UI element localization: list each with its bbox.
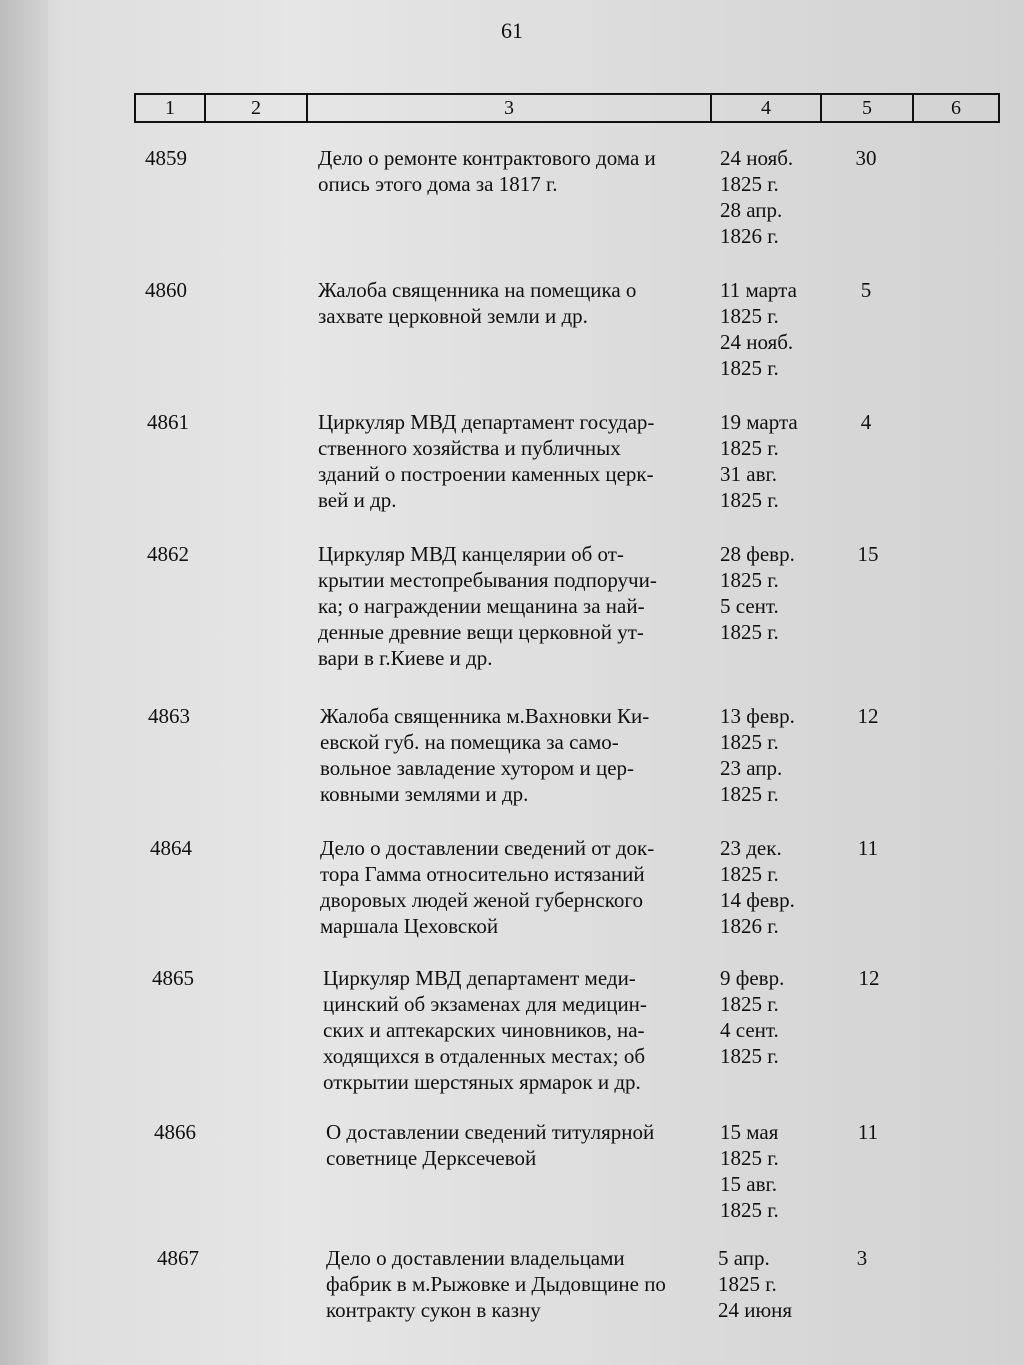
record-number: 4862: [147, 542, 189, 566]
date-line: 28 февр.: [720, 542, 795, 566]
date-line: 1825 г.: [720, 862, 779, 886]
date-line: 14 февр.: [720, 888, 795, 912]
record-description: [320, 703, 710, 807]
date-line: 1825 г.: [720, 436, 779, 460]
description-line: денные древние вещи церковной ут-: [318, 620, 644, 644]
record-dates: [720, 409, 840, 513]
sheet-count: 3: [856, 1246, 868, 1270]
sheet-count: 12: [858, 966, 880, 990]
date-line: 24 нояб.: [720, 146, 794, 170]
sheet-count: 11: [857, 836, 879, 860]
date-line: 19 марта: [720, 410, 798, 434]
date-line: 1825 г.: [720, 730, 779, 754]
record-number: 4864: [150, 836, 192, 860]
date-line: 9 февр.: [720, 966, 785, 990]
date-line: 1825 г.: [720, 1146, 779, 1170]
header-col-2: 2: [206, 95, 308, 121]
record-description: [323, 965, 713, 1095]
description-line: вари в г.Киеве и др.: [318, 646, 493, 670]
description-line: ственного хозяйства и публичных: [318, 436, 621, 460]
table-header: [134, 93, 1000, 123]
description-line: Циркуляр МВД канцелярии об от-: [318, 542, 624, 566]
description-line: О доставлении сведений титулярной: [326, 1120, 655, 1144]
binding-shadow: [0, 0, 48, 1365]
record-number: 4861: [147, 410, 189, 434]
date-line: 1825 г.: [720, 304, 779, 328]
header-col-3: 3: [308, 95, 712, 121]
date-line: 1825 г.: [720, 488, 779, 512]
date-line: 11 марта: [720, 278, 797, 302]
date-line: 23 апр.: [720, 756, 783, 780]
record-number: 4867: [157, 1246, 199, 1270]
description-line: цинский об экзаменах для медицин-: [323, 992, 647, 1016]
record-number: 4865: [152, 966, 194, 990]
record-dates: [720, 277, 840, 381]
header-col-1: 1: [136, 95, 206, 121]
date-line: 1825 г.: [720, 1198, 779, 1222]
record-dates: [720, 1119, 840, 1223]
description-line: Дело о ремонте контрактового дома и: [318, 146, 656, 170]
date-line: 28 апр.: [720, 198, 783, 222]
record-number: 4860: [145, 278, 187, 302]
description-line: советнице Дерксечевой: [326, 1146, 537, 1170]
header-col-4: 4: [712, 95, 822, 121]
date-line: 1825 г.: [720, 1044, 779, 1068]
description-line: фабрик в м.Рыжовке и Дыдовщине по: [326, 1272, 666, 1296]
date-line: 1825 г.: [720, 782, 779, 806]
description-line: ских и аптекарских чиновников, на-: [323, 1018, 645, 1042]
date-line: 1825 г.: [720, 356, 779, 380]
date-line: 24 июня: [718, 1298, 793, 1322]
date-line: 4 сент.: [720, 1018, 779, 1042]
date-line: 24 нояб.: [720, 330, 794, 354]
record-dates: [720, 541, 840, 645]
sheet-count: 15: [857, 542, 879, 566]
description-line: опись этого дома за 1817 г.: [318, 172, 558, 196]
date-line: 1826 г.: [720, 224, 779, 248]
description-line: Дело о доставлении владельцами: [326, 1246, 625, 1270]
date-line: 1825 г.: [720, 620, 779, 644]
date-line: 5 сент.: [720, 594, 779, 618]
description-line: вольное завладение хутором и цер-: [320, 756, 635, 780]
date-line: 31 авг.: [720, 462, 777, 486]
record-number: 4863: [148, 704, 190, 728]
description-line: крытии местопребывания подпоручи-: [318, 568, 657, 592]
description-line: контракту сукон в казну: [326, 1298, 541, 1322]
description-line: Жалоба священника м.Вахновки Ки-: [320, 704, 650, 728]
record-number: 4859: [145, 146, 187, 170]
description-line: маршала Цеховской: [320, 914, 499, 938]
description-line: Циркуляр МВД департамент государ-: [318, 410, 655, 434]
date-line: 1825 г.: [720, 568, 779, 592]
record-description: [318, 145, 708, 197]
date-line: 1825 г.: [720, 992, 779, 1016]
description-line: Дело о доставлении сведений от док-: [320, 836, 655, 860]
page-number: 61: [501, 18, 523, 43]
header-col-6: 6: [951, 96, 961, 119]
header-col-5: 5: [822, 95, 914, 121]
date-line: 23 дек.: [720, 836, 782, 860]
date-line: 1826 г.: [720, 914, 779, 938]
sheet-count: 4: [860, 410, 872, 434]
description-line: дворовых людей женой губернского: [320, 888, 643, 912]
description-line: евской губ. на помещика за само-: [320, 730, 619, 754]
date-line: 5 апр.: [718, 1246, 770, 1270]
date-line: 1825 г.: [720, 172, 779, 196]
record-description: [318, 541, 708, 671]
description-line: ковными землями и др.: [320, 782, 529, 806]
date-line: 1825 г.: [718, 1272, 777, 1296]
date-line: 15 мая: [720, 1120, 779, 1144]
description-line: ка; о награждении мещанина за най-: [318, 594, 645, 618]
description-line: захвате церковной земли и др.: [318, 304, 588, 328]
description-line: Циркуляр МВД департамент меди-: [323, 966, 636, 990]
description-line: зданий о построении каменных церк-: [318, 462, 654, 486]
sheet-count: 5: [860, 278, 872, 302]
description-line: Жалоба священника на помещика о: [318, 278, 637, 302]
record-description: [326, 1119, 716, 1171]
record-dates: [720, 965, 840, 1069]
date-line: 13 февр.: [720, 704, 795, 728]
sheet-count: 30: [855, 146, 877, 170]
record-description: [318, 277, 708, 329]
record-dates: [720, 145, 840, 249]
record-dates: [720, 835, 840, 939]
record-description: [320, 835, 710, 939]
record-number: 4866: [154, 1120, 196, 1144]
record-description: [326, 1245, 716, 1323]
sheet-count: 11: [857, 1120, 879, 1144]
record-dates: [718, 1245, 838, 1323]
record-description: [318, 409, 708, 513]
description-line: открытии шерстяных ярмарок и др.: [323, 1070, 641, 1094]
description-line: вей и др.: [318, 488, 397, 512]
date-line: 15 авг.: [720, 1172, 777, 1196]
record-dates: [720, 703, 840, 807]
description-line: ходящихся в отдаленных местах; об: [323, 1044, 646, 1068]
description-line: тора Гамма относительно истязаний: [320, 862, 645, 886]
sheet-count: 12: [857, 704, 879, 728]
